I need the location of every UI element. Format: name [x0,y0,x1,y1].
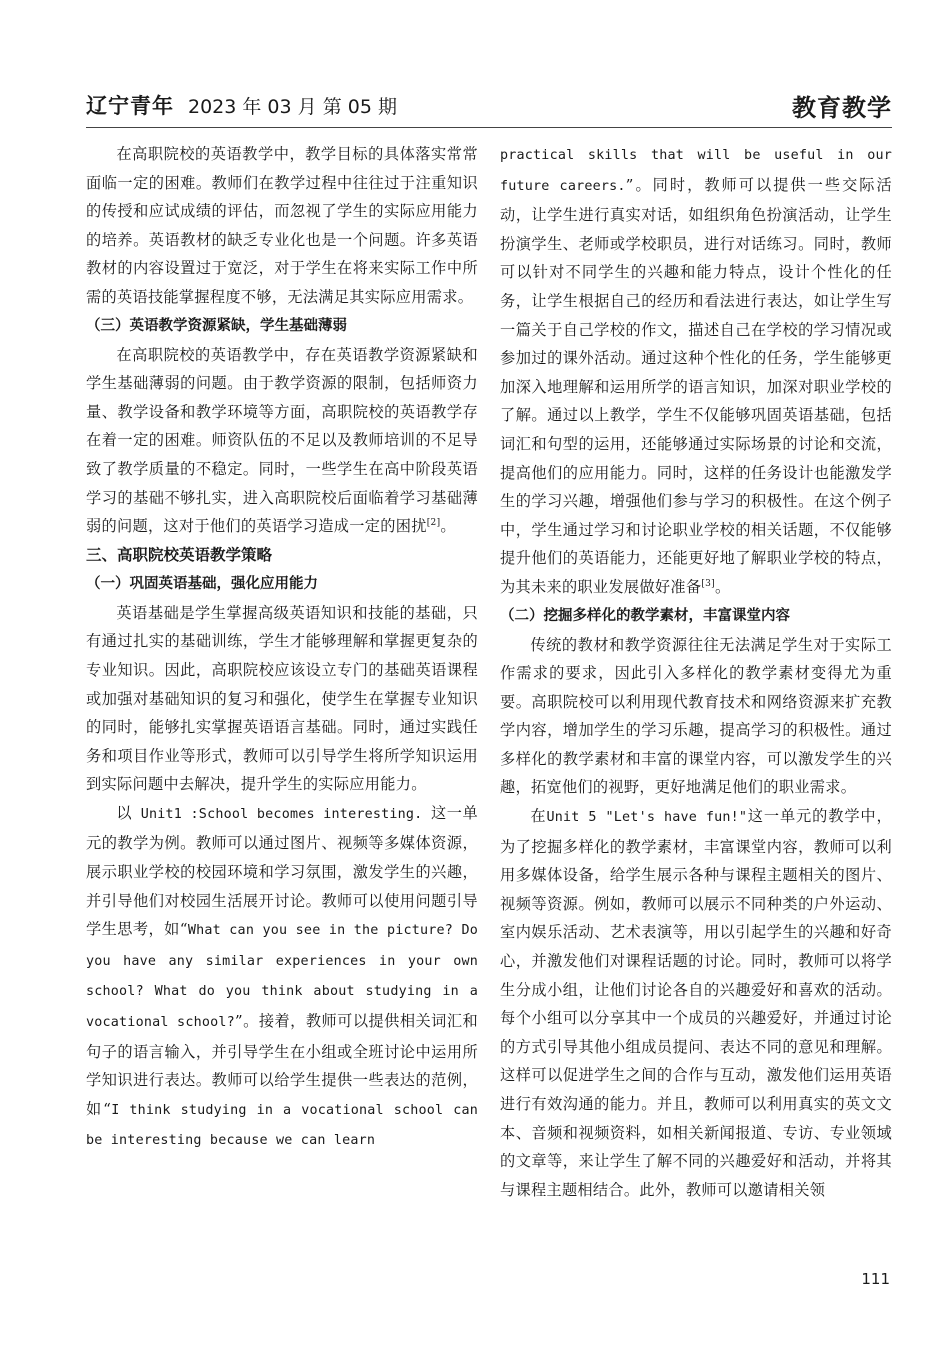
paragraph: 英语基础是学生掌握高级英语知识和技能的基础，只有通过扎实的基础训练，学生才能够理解和掌握更复杂的专业知识。因此，高职院校应该设立专门的基础英语课程或加强对基础知识的复习和强化，使学生在掌握专业知识的同时，能够扎实掌握英语语言基础。同时，通过实践任务和项目作业等形式，教师可以引导学生将所学知识运用到实际问题中去解决，提升学生的实际应用能力。 [86,603,478,794]
subheading: （一）巩固英语基础，强化应用能力 [86,575,318,592]
paragraph: 在高职院校的英语教学中，教学目标的具体落实常常面临一定的困难。教师们在教学过程中往往过于注重知识的传授和应试成绩的评估，而忽视了学生的实际应用能力的培养。英语教材的缺乏专业化也是一个问题。许多英语教材的内容设置过于宽泛，对于学生在将来实际工作中所需的英语技能掌握程度不够，无法满足其实际应用需求。 [86,145,478,306]
subheading: （二）挖掘多样化的教学素材，丰富课堂内容 [500,607,790,624]
english-text: Unit 5 "Let's have fun!" [546,810,748,826]
section-title: 教育教学 [792,94,892,122]
paragraph: 在Unit 5 "Let's have fun!"这一单元的教学中，为了挖掘多样化的教学素材，丰富课堂内容，教师可以利用多媒体设备，给学生展示各种与课程主题相关的图片、视频等资源。例如，教师可以展示不同种类的户外运动、室内娱乐活动、艺术表演等，用以引起学生的兴趣和好奇心，并激发他们对课程话题的讨论。同时，教师可以将学生分成小组，让他们讨论各自的兴趣爱好和喜欢的活动。每个小组可以分享其中一个成员的兴趣爱好，并通过讨论的方式引导其他小组成员提问、表达不同的意见和理解。这样可以促进学生之间的合作与互动，激发他们运用英语进行有效沟通的能力。并且，教师可以利用真实的英文文本、音频和视频资料，如相关新闻报道、专访、专业领域的文章等，来让学生了解不同的兴趣爱好和活动，并将其与课程主题相结合。此外，教师可以邀请相关领 [500,807,892,1199]
paragraph: 传统的教材和教学资源往往无法满足学生对于实际工作需求的要求，因此引入多样化的教学素材变得尤为重要。高职院校可以利用现代教育技术和网络资源来扩充教学内容，增加学生的学习乐趣，提高学习的积极性。通过多样化的教学素材和丰富的课堂内容，可以激发学生的兴趣，拓宽他们的视野，更好地满足他们的职业需求。 [500,635,892,797]
citation-ref: [2] [426,518,441,529]
english-text: What can you see in the picture? Do you have any similar experiences in your own school? What do you think about studying in a vocational school? [86,923,478,1031]
subheading: （三）英语教学资源紧缺，学生基础薄弱 [86,317,347,334]
paragraph: 以 Unit1 :School becomes interesting. 这一单元的教学为例。教师可以通过图片、视频等多媒体资源，展示职业学校的校园环境和学习氛围，激发学生的兴趣，并引导他们对校园生活展开讨论。教师可以使用问题引导学生思考，如“What can you see in the picture? Do you have any similar experiences in your own school? What do you think about studying in a vocational school?”。接着，教师可以提供相关词汇和句子的语言输入，并引导学生在小组或全班讨论中运用所学知识进行表达。教师可以给学生提供一些表达的范例，如“I think studying in a vocational school can be interesting because we can learn [86,803,478,1149]
english-text: Unit1 :School becomes interesting. [132,806,431,822]
issue-date: 2023 年 03 月 第 05 期 [188,96,397,118]
citation-ref: [3] [701,578,715,589]
page-number: 111 [861,1270,890,1288]
right-column [500,140,892,1204]
section-heading: 三、高职院校英语教学策略 [86,545,273,564]
english-text: I think studying in a vocational school can be interesting because we can learn [86,1102,478,1149]
journal-title: 辽宁青年 [86,94,174,118]
left-column [86,140,478,1156]
english-text: practical skills that will be useful in our future careers. [500,148,892,194]
running-header [86,90,397,120]
header-rule [86,127,892,128]
paragraph: 在高职院校的英语教学中，存在英语教学资源紧缺和学生基础薄弱的问题。由于教学资源的限制，包括师资力量、教学设备和教学环境等方面，高职院校的英语教学存在着一定的困难。师资队伍的不足以及教师培训的不足导致了教学质量的不稳定。同时，一些学生在高中阶段英语学习的基础不够扎实，进入高职院校后面临着学习基础薄弱的问题，这对于他们的英语学习造成一定的困扰[2]。 [86,345,478,536]
paragraph: practical skills that will be useful in our future careers.”。同时，教师可以提供一些交际活动，让学生进行真实对话，如组织角色扮演活动，让学生扮演学生、老师或学校职员，进行对话练习。同时，教师可以针对不同学生的兴趣和能力特点，设计个性化的任务，让学生根据自己的经历和看法进行表达，如让学生写一篇关于自己学校的作文，描述自己在学校的学习情况或参加过的课外活动。通过这种个性化的任务，学生能够更加深入地理解和运用所学的语言知识，加深对职业学校的了解。通过以上教学，学生不仅能够巩固英语基础，包括词汇和句型的运用，还能够通过实际场景的讨论和交流，提高他们的应用能力。同时，这样的任务设计也能激发学生的学习兴趣，增强他们参与学习的积极性。在这个例子中，学生通过学习和讨论职业学校的相关话题，不仅能够提升他们的英语能力，还能更好地了解职业学校的特点，为其未来的职业发展做好准备[3]。 [500,148,892,596]
